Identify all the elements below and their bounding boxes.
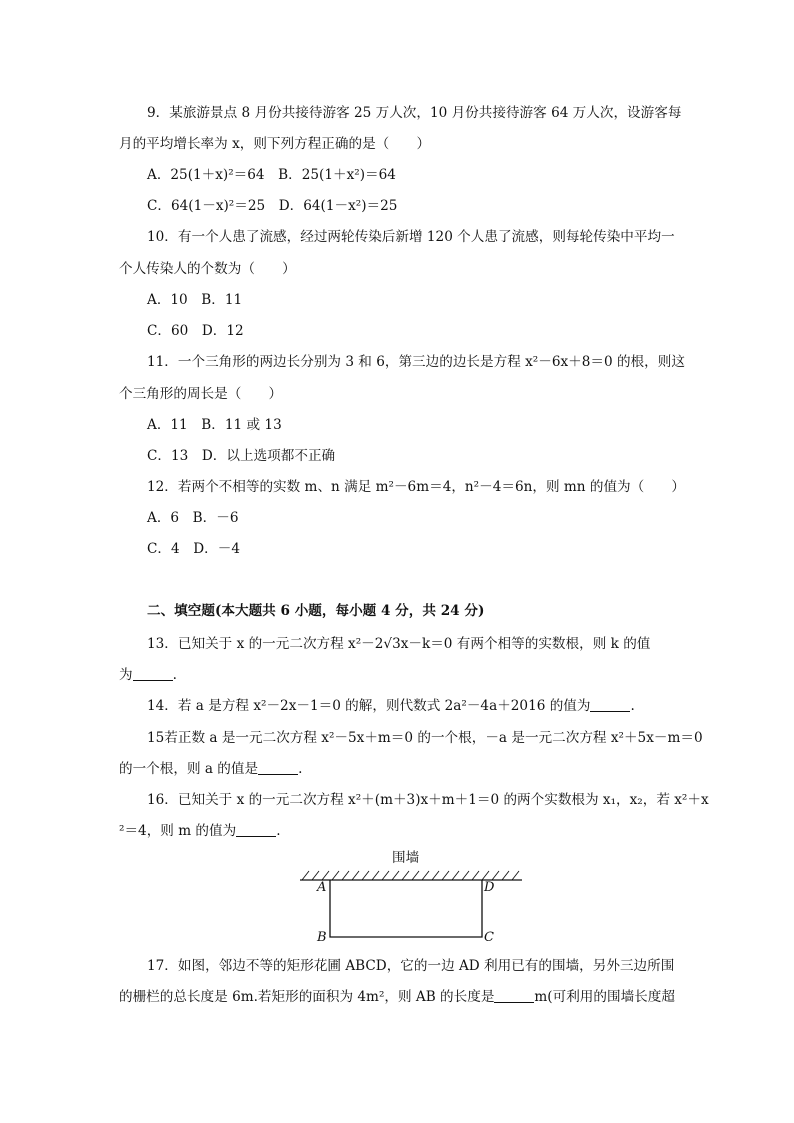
q16-line2-end: . <box>276 823 281 839</box>
q14-line1 <box>147 696 635 716</box>
q15-line2-text: 的一个根，则 a 的值是 <box>119 761 259 777</box>
point-b-label: B <box>317 930 327 945</box>
q9-options-cd: C．64(1－x)²＝25 D．64(1－x²)＝25 <box>147 198 398 214</box>
q14-end: . <box>630 698 635 714</box>
q9-line1: 9．某旅游景点 8 月份共接待游客 25 万人次，10 月份共接待游客 64 万人次，设游客每 <box>147 105 682 121</box>
q15-line2 <box>119 759 302 779</box>
q13-line2-text: 为 <box>119 667 133 683</box>
q17-line2-text: 的栅栏的总长度是 6m.若矩形的面积为 4m²，则 AB 的长度是 <box>119 989 495 1005</box>
q11-line2: 个三角形的周长是（ ） <box>119 386 283 402</box>
q13-line2 <box>119 665 177 685</box>
q15-line1: 15若正数 a 是一元二次方程 x²－5x＋m＝0 的一个根，－a 是一元二次方程 x²＋5x－m＝0 <box>147 730 703 746</box>
q11-line1: 11．一个三角形的两边长分别为 3 和 6，第三边的边长是方程 x²－6x＋8＝0 的根，则这 <box>147 354 685 370</box>
wall-rectangle-figure <box>296 846 526 946</box>
section-heading: 二、填空题(本大题共 6 小题，每小题 4 分，共 24 分) <box>147 603 485 619</box>
q12-options-ab: A．6 B．－6 <box>147 510 239 526</box>
wall-caption: 围墙 <box>392 850 420 866</box>
fence-rectangle <box>330 880 482 937</box>
point-c-label: C <box>484 930 494 945</box>
q9-options-ab: A．25(1＋x)²＝64 B．25(1＋x²)＝64 <box>147 167 396 183</box>
q10-line2: 个人传染人的个数为（ ） <box>119 261 296 277</box>
point-d-label: D <box>484 880 495 895</box>
q11-options-cd: C．13 D．以上选项都不正确 <box>147 448 336 464</box>
answer-blank[interactable] <box>236 822 276 837</box>
q17-line2 <box>119 987 675 1007</box>
q15-line2-end: . <box>298 761 303 777</box>
wall-hatching <box>302 871 519 880</box>
answer-blank[interactable] <box>258 760 298 775</box>
q13-line2-end: . <box>172 667 177 683</box>
q13-line1: 13．已知关于 x 的一元二次方程 x²－2√3x－k＝0 有两个相等的实数根，则 k 的值 <box>147 636 651 652</box>
q14-text: 14．若 a 是方程 x²－2x－1＝0 的解，则代数式 2a²－4a＋2016 的值为 <box>147 698 591 714</box>
q12-line1: 12．若两个不相等的实数 m、n 满足 m²－6m＝4，n²－4＝6n，则 mn 的值为（ ） <box>147 479 686 495</box>
q10-line1: 10．有一个人患了流感，经过两轮传染后新增 120 个人患了流感，则每轮传染中平均一 <box>147 229 675 245</box>
answer-blank[interactable] <box>494 988 534 1003</box>
q11-options-ab: A．11 B．11 或 13 <box>147 417 282 433</box>
q10-options-ab: A．10 B．11 <box>147 292 243 308</box>
q16-line1: 16．已知关于 x 的一元二次方程 x²＋(m＋3)x＋m＋1＝0 的两个实数根为 x₁，x₂，若 x²＋x <box>147 792 709 808</box>
q17-line1: 17．如图，邻边不等的矩形花圃 ABCD，它的一边 AD 利用已有的围墙，另外三边所围 <box>147 958 675 974</box>
q12-options-cd: C．4 D．－4 <box>147 541 240 557</box>
q10-options-cd: C．60 D．12 <box>147 323 244 339</box>
q16-line2-text: ²＝4，则 m 的值为 <box>119 823 237 839</box>
answer-blank[interactable] <box>590 697 630 712</box>
point-a-label: A <box>317 880 327 895</box>
q17-line2-end: m(可利用的围墙长度超 <box>534 989 675 1005</box>
answer-blank[interactable] <box>133 666 173 681</box>
q9-line2: 月的平均增长率为 x，则下列方程正确的是（ ） <box>119 136 431 152</box>
q16-line2 <box>119 821 281 841</box>
